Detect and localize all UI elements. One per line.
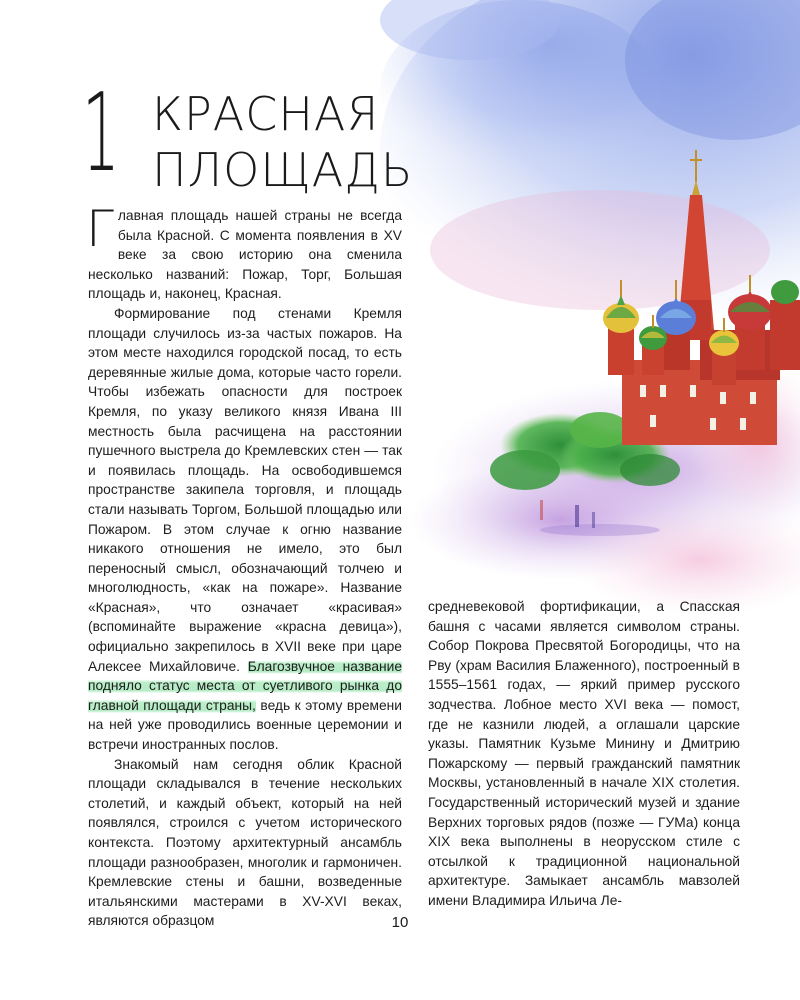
page-number: 10 [391,914,409,931]
ensemble-text-left: Знакомый нам сегодня облик Красной площади складывался в течение нескольких столетий, и каждый объект, который на ней появлялся, строился с учетом исторического контекста. Поэтому архитектурный ансамбль площади разнообразен, многолик и гармоничен. Кремлевские стены и башни, возведенные итальянскими мастерами в XV-XVI веках, являются образцом [88,756,402,929]
highlighted-text: Благозвучное название подняло статус места от суетливого рынка до главной площади страны, [88,658,402,713]
history-text: Формирование под стенами Кремля площади случилось из-за частых пожаров. На этом месте находился городской посад, то есть деревянные жилые дома, которые часто горели. Чтобы избежать опасности для построек Кремля, по указу великого князя Ивана III местность была расчищена на расстоянии пушечного выстрела до Кремлевских стен — так и появилась площадь. На освободившемся пространстве закипела торговля, и площадь стали называть Торгом, Большой площадью или Пожаром. В этом случае к огню название никакого отношения не имело, это был переносный смысл, обозначающий толчею и многолюдность, «как на пожаре». Название «Красная», что означает «красивая» (вспоминайте выражение «красна девица»), официально закрепилось в XVII веке при царе Алексее Михайловиче. [88,305,402,674]
paragraph-ensemble [88,755,402,931]
intro-text: лавная площадь нашей страны не всегда была Красной. С момента появления в XV веке за свою историю она сменила несколько названий: Пожар, Торг, Большая площадь и, наконец, Красная. [88,208,402,302]
chapter-title: КРАСНАЯ ПЛОЩАДЬ [152,87,414,197]
drop-cap: Г [86,200,114,258]
history-tail: ведь к этому времени на ней уже проводились военные церемонии и встречи иностранных послов. [88,697,403,753]
chapter-number: 1 [82,71,120,196]
text-column-left [86,200,403,931]
ensemble-text-right: средневековой фортификации, а Спасская башня с часами является символом страны. Собор Покрова Пресвятой Богородицы, что на Рву (храм Василия Блаженного), построенный в 1555–1561 годах, — яркий пример русского зодчества. Лобное место XVI века — помост, где не казнили людей, а оглашали царские указы. Памятник Кузьме Минину и Дмитрию Пожарскому — первый гражданский памятник Москвы, установленный в начале XIX столетия. Государственный исторический музей и здание Верхних торговых рядов (позже — ГУМа) конца XIX века выполнены в неорусском стиле с отсылкой к традиционной национальной архитектуре. Замыкает ансамбль мавзолей имени Владимира Ильича Ле- [428,599,740,908]
text-column-right [428,597,740,911]
paragraph-ensemble-continued [428,597,740,911]
paragraph-history [88,304,402,755]
paragraph-intro [86,200,402,304]
